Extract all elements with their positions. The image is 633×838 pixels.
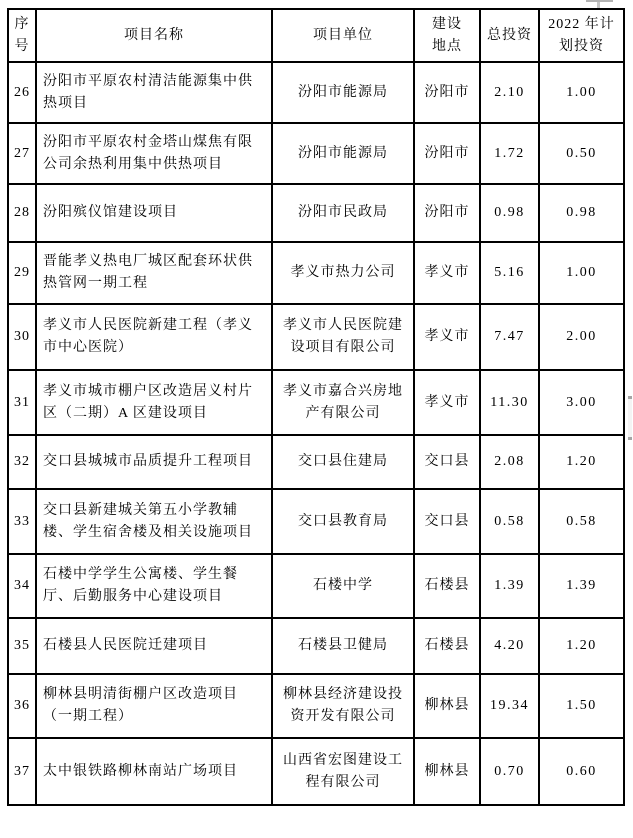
project-name-cell: 太中银铁路柳林南站广场项目 xyxy=(36,738,272,805)
location-cell: 交口县 xyxy=(414,489,480,554)
row-number-cell: 35 xyxy=(8,618,36,674)
total-investment-cell: 19.34 xyxy=(480,674,539,738)
location-cell: 孝义市 xyxy=(414,370,480,435)
project-unit-cell: 柳林县经济建设投资开发有限公司 xyxy=(272,674,414,738)
plan-investment-cell: 1.20 xyxy=(539,618,624,674)
location-cell: 汾阳市 xyxy=(414,62,480,123)
project-name-cell: 晋能孝义热电厂城区配套环状供热管网一期工程 xyxy=(36,242,272,304)
projects-table xyxy=(7,8,625,806)
project-name-cell: 孝义市人民医院新建工程（孝义市中心医院） xyxy=(36,304,272,370)
total-investment-cell: 11.30 xyxy=(480,370,539,435)
scrollbar-thumb[interactable] xyxy=(628,396,632,440)
project-name-cell: 汾阳市平原农村金塔山煤焦有限公司余热利用集中供热项目 xyxy=(36,123,272,184)
project-name-cell: 交口县新建城关第五小学教辅楼、学生宿舍楼及相关设施项目 xyxy=(36,489,272,554)
project-name-cell: 汾阳殡仪馆建设项目 xyxy=(36,184,272,242)
project-unit-cell: 石楼县卫健局 xyxy=(272,618,414,674)
row-number-cell: 32 xyxy=(8,435,36,489)
plan-investment-cell: 2.00 xyxy=(539,304,624,370)
plan-investment-cell: 0.58 xyxy=(539,489,624,554)
total-investment-cell: 1.39 xyxy=(480,554,539,618)
plan-investment-cell: 1.00 xyxy=(539,242,624,304)
row-number-cell: 30 xyxy=(8,304,36,370)
table-row xyxy=(8,738,624,805)
location-cell: 汾阳市 xyxy=(414,184,480,242)
table-row xyxy=(8,123,624,184)
row-number-cell: 31 xyxy=(8,370,36,435)
project-unit-cell: 交口县住建局 xyxy=(272,435,414,489)
table-row xyxy=(8,554,624,618)
table-row xyxy=(8,618,624,674)
total-investment-cell: 0.58 xyxy=(480,489,539,554)
project-unit-cell: 汾阳市能源局 xyxy=(272,123,414,184)
row-number-cell: 34 xyxy=(8,554,36,618)
project-name-cell: 石楼县人民医院迁建项目 xyxy=(36,618,272,674)
header-no: 序号 xyxy=(8,9,36,62)
location-cell: 孝义市 xyxy=(414,242,480,304)
plan-investment-cell: 1.50 xyxy=(539,674,624,738)
table-row xyxy=(8,370,624,435)
plan-investment-cell: 0.50 xyxy=(539,123,624,184)
row-number-cell: 29 xyxy=(8,242,36,304)
project-name-cell: 汾阳市平原农村清洁能源集中供热项目 xyxy=(36,62,272,123)
total-investment-cell: 2.10 xyxy=(480,62,539,123)
total-investment-cell: 0.98 xyxy=(480,184,539,242)
project-unit-cell: 孝义市热力公司 xyxy=(272,242,414,304)
table-row xyxy=(8,242,624,304)
header-location xyxy=(414,9,480,62)
row-number-cell: 26 xyxy=(8,62,36,123)
location-cell: 石楼县 xyxy=(414,618,480,674)
project-unit-cell: 汾阳市能源局 xyxy=(272,62,414,123)
project-name-cell: 孝义市城市棚户区改造居义村片区（二期）A 区建设项目 xyxy=(36,370,272,435)
project-unit-cell: 交口县教育局 xyxy=(272,489,414,554)
project-name-cell: 交口县城城市品质提升工程项目 xyxy=(36,435,272,489)
table-row xyxy=(8,489,624,554)
table-body xyxy=(8,62,624,805)
total-investment-cell: 7.47 xyxy=(480,304,539,370)
plan-investment-cell: 1.39 xyxy=(539,554,624,618)
table-row xyxy=(8,674,624,738)
total-investment-cell: 4.20 xyxy=(480,618,539,674)
table-row xyxy=(8,304,624,370)
location-cell: 柳林县 xyxy=(414,674,480,738)
row-number-cell: 28 xyxy=(8,184,36,242)
total-investment-cell: 0.70 xyxy=(480,738,539,805)
total-investment-cell: 1.72 xyxy=(480,123,539,184)
plan-investment-cell: 1.20 xyxy=(539,435,624,489)
project-unit-cell: 石楼中学 xyxy=(272,554,414,618)
total-investment-cell: 5.16 xyxy=(480,242,539,304)
location-cell: 交口县 xyxy=(414,435,480,489)
project-unit-cell: 汾阳市民政局 xyxy=(272,184,414,242)
table-row xyxy=(8,184,624,242)
header-project-name: 项目名称 xyxy=(36,9,272,62)
row-number-cell: 27 xyxy=(8,123,36,184)
project-unit-cell: 山西省宏图建设工程有限公司 xyxy=(272,738,414,805)
location-cell: 孝义市 xyxy=(414,304,480,370)
column-marker-stem xyxy=(597,2,600,8)
row-number-cell: 33 xyxy=(8,489,36,554)
plan-investment-cell: 1.00 xyxy=(539,62,624,123)
table-row xyxy=(8,62,624,123)
table-row xyxy=(8,435,624,489)
header-location-label: 建设地点 xyxy=(432,16,462,54)
header-project-unit: 项目单位 xyxy=(272,9,414,62)
location-cell: 汾阳市 xyxy=(414,123,480,184)
header-plan-investment: 2022 年计划投资 xyxy=(539,9,624,62)
header-row xyxy=(8,9,624,62)
project-name-cell: 柳林县明清街棚户区改造项目（一期工程） xyxy=(36,674,272,738)
plan-investment-cell: 3.00 xyxy=(539,370,624,435)
plan-investment-cell: 0.60 xyxy=(539,738,624,805)
row-number-cell: 37 xyxy=(8,738,36,805)
location-cell: 柳林县 xyxy=(414,738,480,805)
header-total-investment: 总投资 xyxy=(480,9,539,62)
plan-investment-cell: 0.98 xyxy=(539,184,624,242)
project-unit-cell: 孝义市嘉合兴房地产有限公司 xyxy=(272,370,414,435)
location-cell: 石楼县 xyxy=(414,554,480,618)
project-name-cell: 石楼中学学生公寓楼、学生餐厅、后勤服务中心建设项目 xyxy=(36,554,272,618)
row-number-cell: 36 xyxy=(8,674,36,738)
total-investment-cell: 2.08 xyxy=(480,435,539,489)
project-unit-cell: 孝义市人民医院建设项目有限公司 xyxy=(272,304,414,370)
